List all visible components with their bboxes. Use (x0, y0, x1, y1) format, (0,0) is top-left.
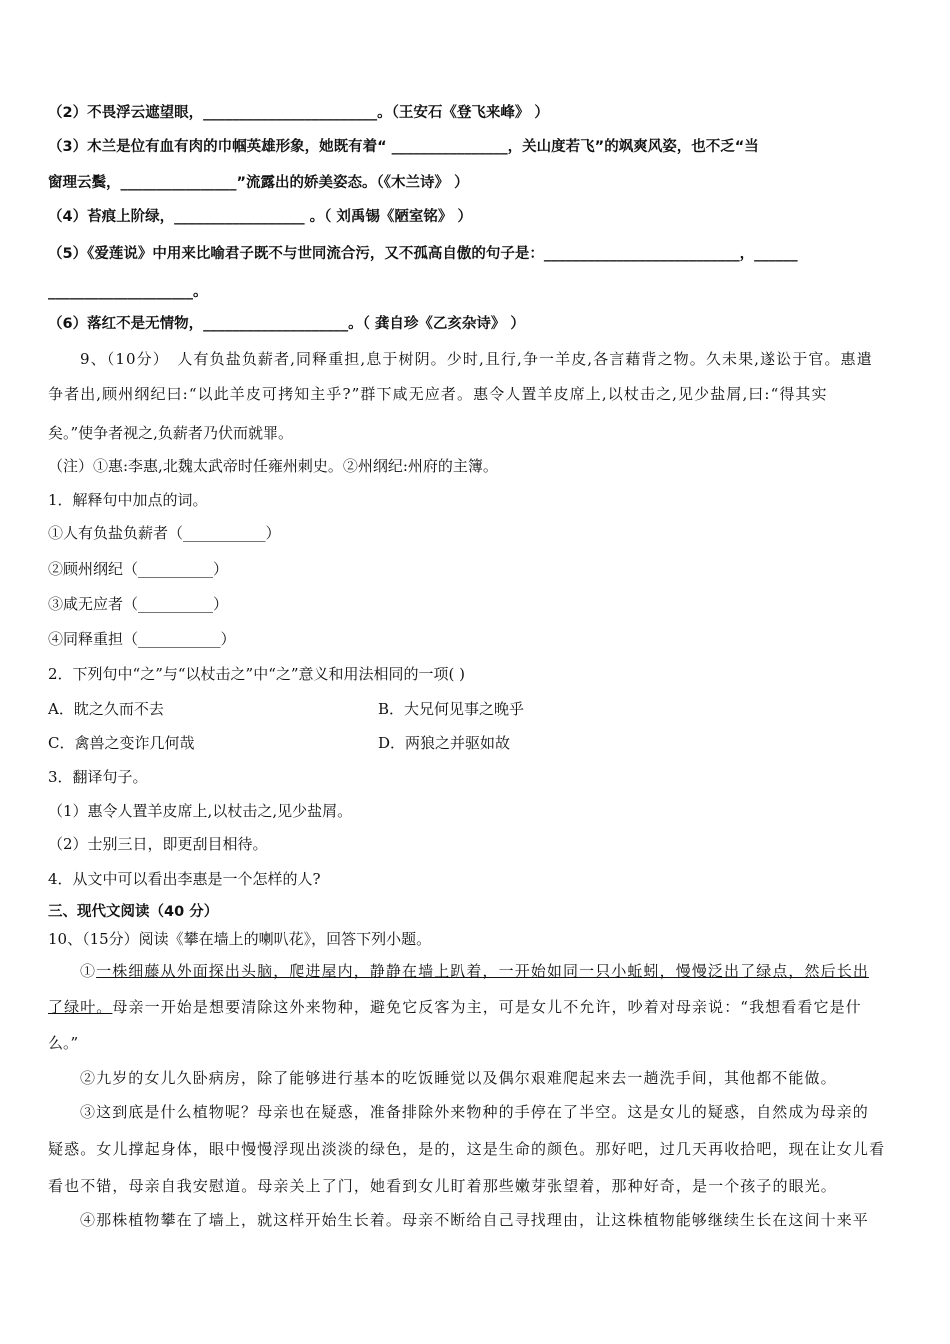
question-3-line: （3）木兰是位有血有肉的巾帼英雄形象，她既有着“ ________________，关山度若飞”的飒爽风姿，也不乏“当 (48, 139, 759, 155)
paragraph-number: ① (80, 962, 97, 980)
paragraph-3-line-2: 疑惑。女儿撑起身体，眼中慢慢浮现出淡淡的绿色，是的，这是生命的颜色。那好吧，过几天再收拾吧，现在让女儿看 (48, 1140, 886, 1158)
passage-9-note: （注）①惠:李惠,北魏太武帝时任雍州刺史。②州纲纪:州府的主簿。 (48, 457, 498, 475)
subquestion-1-item-4: ④同释重担（___________） (48, 630, 236, 648)
subquestion-4: 4．从文中可以看出李惠是一个怎样的人? (48, 870, 321, 888)
section-heading: 三、现代文阅读（40 分） (48, 904, 219, 920)
option-b: B．大兄何见事之晚乎 (378, 700, 525, 718)
subquestion-3: 3．翻译句子。 (48, 768, 148, 786)
subquestion-1-item-3: ③咸无应者（__________） (48, 595, 229, 613)
question-2-line: （2）不畏浮云遮望眼，________________________。（王安石《登飞来峰》 ） (48, 105, 549, 121)
option-c: C．禽兽之变诈几何哉 (48, 734, 195, 752)
subquestion-1-item-2: ②顾州纲纪（__________） (48, 560, 229, 578)
question-6-line: （6）落红不是无情物，____________________。（ 龚自珍《乙亥杂诗》 ） (48, 316, 525, 332)
question-5-line: （5）《爱莲说》中用来比喻君子既不与世同流合污，又不孤高自傲的句子是：___________________________，______ (48, 246, 798, 262)
paragraph-4-line-1: ④那株植物攀在了墙上，就这样开始生长着。母亲不断给自己寻找理由，让这株植物能够继续生长在这间十来平 (80, 1211, 869, 1229)
subquestion-3-item-2: （2）士别三日，即更刮目相待。 (48, 835, 268, 853)
paragraph-3-line-1: ③这到底是什么植物呢？母亲也在疑惑，准备排除外来物种的手停在了半空。这是女儿的疑惑，自然成为母亲的 (80, 1103, 869, 1121)
underlined-sentence: 一株细藤从外面探出头脑，爬进屋内，静静在墙上趴着，一开始如同一只小蚯蚓，慢慢泛出了绿点，然后长出 (96, 962, 869, 980)
paragraph-1-text: 母亲一开始是想要清除这外来物种，避免它反客为主，可是女儿不允许，吵着对母亲说：“我想看看它是什 (112, 998, 862, 1016)
question-3-continuation: 窗理云鬓，________________”流露出的娇美姿态。（《木兰诗》 ） (48, 175, 469, 191)
question-5-continuation: ____________________。 (48, 284, 208, 300)
paragraph-1-line-3: 么。” (48, 1034, 79, 1052)
subquestion-1: 1．解释句中加点的词。 (48, 491, 208, 509)
subquestion-2: 2．下列句中“之”与“以杖击之”中“之”意义和用法相同的一项( ) (48, 665, 466, 683)
paragraph-2: ②九岁的女儿久卧病房，除了能够进行基本的吃饭睡觉以及偶尔艰难爬起来去一趟洗手间，其他都不能做。 (80, 1069, 837, 1087)
underlined-sentence-end: 了绿叶。 (48, 998, 113, 1016)
question-4-line: （4）苔痕上阶绿，__________________ 。（ 刘禹锡《陋室铭》 ） (48, 209, 472, 225)
paragraph-1-line-2 (48, 997, 906, 1017)
subquestion-1-item-1: ①人有负盐负薪者（___________） (48, 524, 281, 542)
option-d: D．两狼之并驱如故 (378, 734, 511, 752)
passage-9-line-2: 争者出,顾州纲纪曰:“以此羊皮可拷知主乎?”群下咸无应者。惠令人置羊皮席上,以杖击之,见少盐屑,曰:“得其实 (48, 385, 828, 403)
option-a: A．眈之久而不去 (48, 700, 164, 718)
passage-9-line-3: 矣。”使争者视之,负薪者乃伏而就罪。 (48, 424, 293, 442)
paragraph-3-line-3: 看也不错，母亲自我安慰道。母亲关上了门，她看到女儿盯着那些嫩芽张望着，那种好奇，是一个孩子的眼光。 (48, 1177, 837, 1195)
paragraph-1-line-1 (80, 961, 906, 981)
subquestion-3-item-1: （1）惠令人置羊皮席上,以杖击之,见少盐屑。 (48, 802, 353, 820)
question-10-intro: 10、（15分）阅读《攀在墙上的喇叭花》，回答下列小题。 (48, 930, 432, 948)
passage-9-intro: 9、（10分） 人有负盐负薪者,同释重担,息于树阴。少时,且行,争一羊皮,各言藉背之物。久未果,遂讼于官。惠遣 (80, 350, 873, 368)
